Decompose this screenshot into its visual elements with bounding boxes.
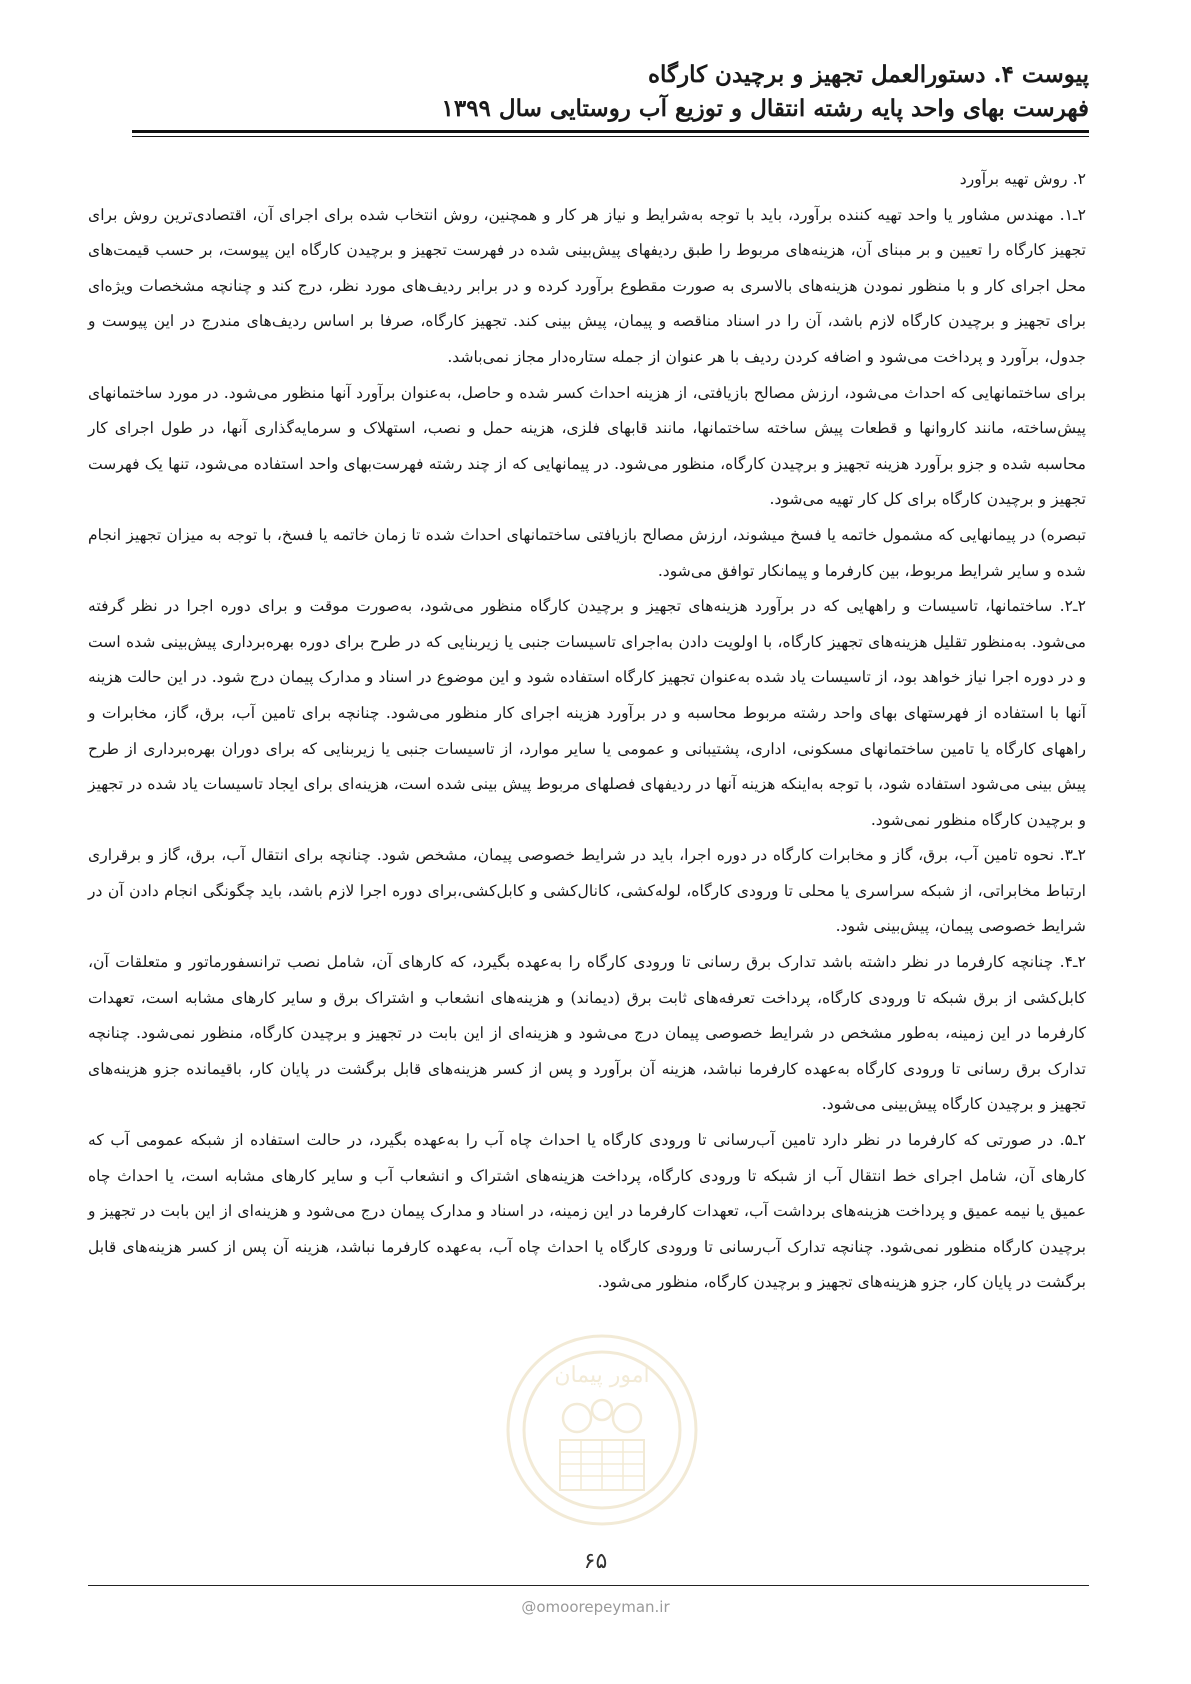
header-rule-thin	[132, 136, 1089, 137]
paragraph-2-5: ۲ـ۵. در صورتی که کارفرما در نظر دارد تامین آب‌رسانی تا ورودی کارگاه یا احداث چاه آب را به‌عهده بگیرد، در حالت استفاده از شبکه عمومی آب که کارهای آن، شامل اجرای خط انتقال آب از شبکه تا ورودی کارگاه، پرداخت هزینه‌های اشتراک و انشعاب آب و سایر کارهای مشابه است، یا احداث چاه عمیق یا نیمه عمیق و پرداخت هزینه‌های برداشت آب، تعهدات کارفرما در این زمینه، در اسناد و مدارک پیمان درج می‌شود و هزینه‌ای از این بابت در تجهیز و برچیدن کارگاه منظور نمی‌شود. چنانچه تدارک آب‌رسانی تا ورودی کارگاه یا احداث چاه آب، به‌عهده کارفرما نباشد، هزینه آن پس از کسر هزینه‌های قابل برگشت در پایان کار، جزو هزینه‌های تجهیز و برچیدن کارگاه، منظور می‌شود.	[88, 1131, 1086, 1292]
paragraph-2-2: ۲ـ۲. ساختمانها، تاسیسات و راههایی که در برآورد هزینه‌های تجهیز و برچیدن کارگاه منظور می‌شود، به‌صورت موقت و برای دوره اجرا در نظر گرفته می‌شود. به‌منظور تقلیل هزینه‌های تجهیز کارگاه، با اولویت دادن به‌اجرای تاسیسات جنبی یا زیربنایی که در طرح برای دوره بهره‌برداری پیش‌بینی شده است و در دوره اجرا نیاز خواهد بود، از تاسیسات یاد شده به‌عنوان تجهیز کارگاه استفاده شود و این موضوع در اسناد و مدارک پیمان درج شود. در این حالت هزینه آنها با استفاده از فهرستهای بهای واحد رشته مربوط محاسبه و در برآورد هزینه اجرای کار منظور می‌شود. چنانچه برای تامین آب، برق، گاز، مخابرات و راههای کارگاه یا تامین ساختمانهای مسکونی، اداری، پشتیبانی و عمومی یا سایر موارد، از تاسیسات جنبی یا زیربنایی که برای دوران بهره‌برداری از طرح پیش بینی می‌شود استفاده شود، با توجه به‌اینکه هزینه آنها در ردیفهای فصلهای مربوط پیش بینی شده است، هزینه‌ای برای ایجاد تاسیسات یاد شده در تجهیز و برچیدن کارگاه منظور نمی‌شود.	[88, 597, 1086, 829]
svg-text:امور پیمان: امور پیمان	[554, 1363, 650, 1388]
watermark-seal-icon	[502, 1330, 702, 1530]
paragraph-buildings: برای ساختمانهایی که احداث می‌شود، ارزش مصالح بازیافتی، از هزینه احداث کسر شده و حاصل، به‌عنوان برآورد آنها منظور می‌شود. در مورد ساختمانهای پیش‌ساخته، مانند کاروانها و قطعات پیش ساخته ساختمانها، مانند قابهای فلزی، هزینه حمل و نصب، استهلاک و سرمایه‌گذاری آنها، در طول اجرای کار محاسبه شده و جزو برآورد هزینه تجهیز و برچیدن کارگاه، منظور می‌شود. در پیمانهایی که از چند رشته فهرست‌بهای واحد استفاده می‌شود، تنها یک فهرست تجهیز و برچیدن کارگاه برای کل کار تهیه می‌شود.	[88, 383, 1087, 509]
section-heading: ۲. روش تهیه برآورد	[959, 170, 1086, 188]
footer-rule	[88, 1585, 1089, 1586]
paragraph-note: تبصره) در پیمانهایی که مشمول خاتمه یا فسخ میشوند، ارزش مصالح بازیافتی ساختمانهای احداث شده تا زمان خاتمه یا فسخ، با توجه به میزان تجهیز انجام شده و سایر شرایط مربوط، بین کارفرما و پیمانکار توافق می‌شود.	[88, 525, 1086, 580]
page-header	[132, 58, 1089, 126]
page-number: ۶۵	[583, 1549, 608, 1574]
paragraph-2-4: ۲ـ۴. چنانچه کارفرما در نظر داشته باشد تدارک برق رسانی تا ورودی کارگاه را به‌عهده بگیرد، که کارهای آن، شامل نصب ترانسفورماتور و متعلقات آن، کابل‌کشی از برق شبکه تا ورودی کارگاه، پرداخت تعرفه‌های ثابت برق (دیماند) و هزینه‌های انشعاب و اشتراک برق و سایر کارهای مشابه است، تعهدات کارفرما در این زمینه، به‌طور مشخص در شرایط خصوصی پیمان درج می‌شود و هزینه‌ای از این بابت در تجهیز و برچیدن کارگاه، منظور نمی‌شود. چنانچه تدارک برق رسانی تا ورودی کارگاه به‌عهده کارفرما نباشد، هزینه آن برآورد و پس از کسر هزینه‌های قابل برگشت در پایان کار، باقیمانده جزو هزینه‌های تجهیز و برچیدن کارگاه پیش‌بینی می‌شود.	[88, 953, 1086, 1114]
document-body	[88, 162, 1086, 1301]
header-rule-thick	[132, 130, 1089, 133]
paragraph-2-1: ۲ـ۱. مهندس مشاور یا واحد تهیه کننده برآورد، باید با توجه به‌شرایط و نیاز هر کار و همچنین، روش انتخاب شده برای اجرای آن، اقتصادی‌ترین روش برای تجهیز کارگاه را تعیین و بر مبنای آن، هزینه‌های مربوط را طبق ردیفهای پیش‌بینی شده در فهرست تجهیز و برچیدن کارگاه این پیوست، بر حسب قیمت‌های محل اجرای کار و با منظور نمودن هزینه‌های بالاسری به صورت مقطوع برآورد کرده و در برابر ردیف‌های مورد نظر، درج کند و چنانچه مشخصات ویژه‌ای برای تجهیز و برچیدن کارگاه لازم باشد، آن را در اسناد مناقصه و پیمان، پیش بینی کند. تجهیز کارگاه، صرفا بر اساس ردیف‌های مندرج در این پیوست و جدول، برآورد و پرداخت می‌شود و اضافه کردن ردیف با هر عنوان از جمله ستاره‌دار مجاز نمی‌باشد.	[88, 205, 1086, 366]
footer-website: @omoorepeyman.ir	[521, 1598, 670, 1616]
header-title-pricelist: فهرست بهای واحد پایه رشته انتقال و توزیع آب روستایی سال ۱۳۹۹	[441, 95, 1089, 122]
header-title-appendix: پیوست ۴. دستورالعمل تجهیز و برچیدن کارگاه	[647, 61, 1089, 88]
paragraph-2-3: ۲ـ۳. نحوه تامین آب، برق، گاز و مخابرات کارگاه در دوره اجرا، باید در شرایط خصوصی پیمان، مشخص شود. چنانچه برای انتقال آب، برق، گاز و برقراری ارتباط مخابراتی، از شبکه سراسری یا محلی تا ورودی کارگاه، لوله‌کشی، کانال‌کشی و کابل‌کشی،برای دوره اجرا لازم باشد، باید چگونگی انجام دادن آن در شرایط خصوصی پیمان، پیش‌بینی شود.	[88, 846, 1086, 936]
